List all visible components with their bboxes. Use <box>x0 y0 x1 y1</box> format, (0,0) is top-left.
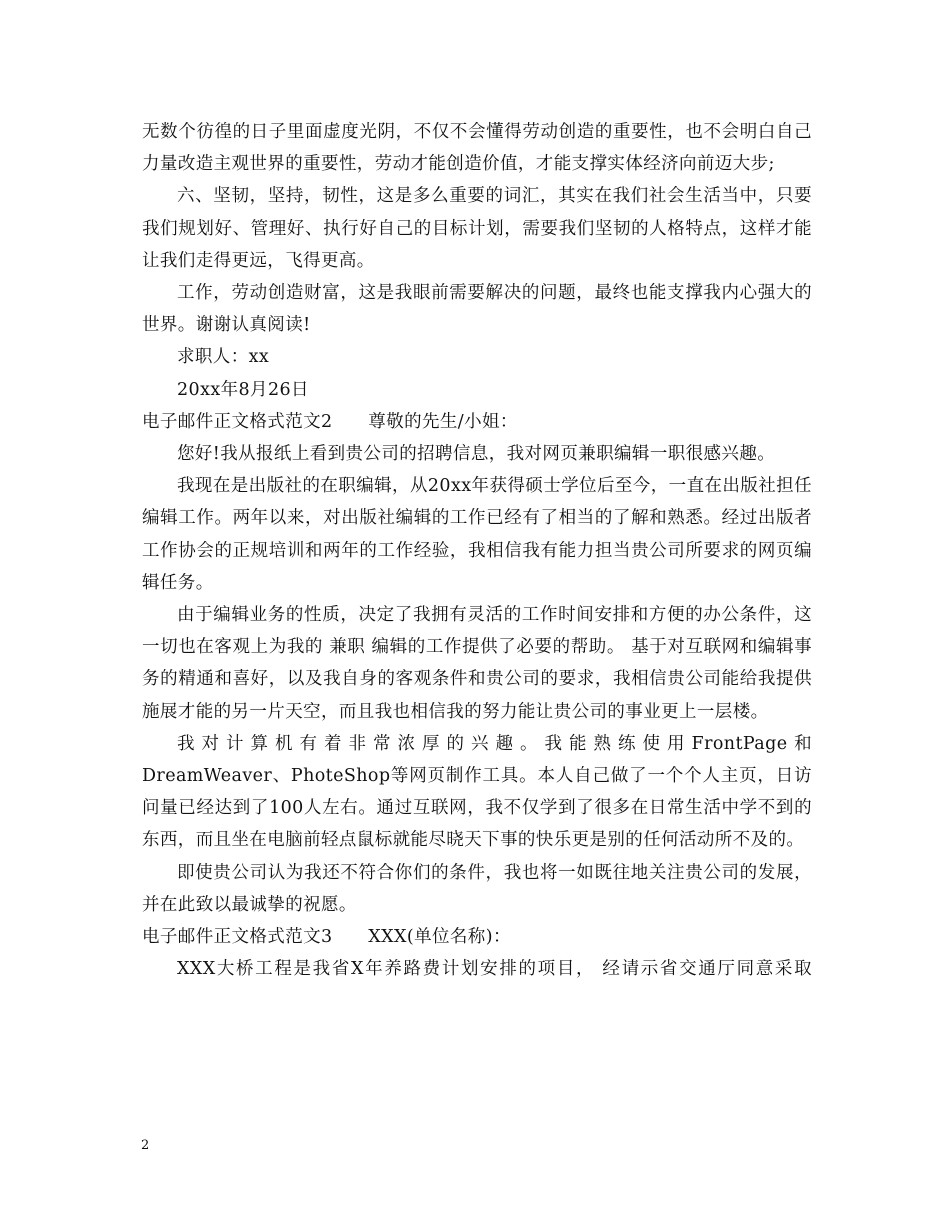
paragraph: 由于编辑业务的性质，决定了我拥有灵活的工作时间安排和方便的办公条件，这一切也在客观上为我的 兼职 编辑的工作提供了必要的帮助。 基于对互联网和编辑事务的精通和喜好，以及我自身的客观条件和贵公司的要求，我相信贵公司能给我提供施展才能的另一片天空，而且我也相信我的努力能让贵公司的事业更上一层楼。 <box>142 605 812 722</box>
paragraph: 我对计算机有着非常浓厚的兴趣。我能熟练使用FrontPage和DreamWeaver、PhoteShop等网页制作工具。本人自己做了一个个人主页，日访问量已经达到了100人左右。通过互联网，我不仅学到了很多在日常生活中学不到的东西，而且坐在电脑前轻点鼠标就能尽晓天下事的快乐更是别的任何活动所不及的。 <box>142 733 812 851</box>
paragraph: 无数个彷徨的日子里面虚度光阴，不仅不会懂得劳动创造的重要性，也不会明白自己力量改造主观世界的重要性，劳动才能创造价值，才能支撑实体经济向前迈大步; <box>142 122 812 175</box>
paragraph: XXX大桥工程是我省X年养路费计划安排的项目， 经请示省交通厅同意采取 <box>177 959 812 980</box>
date-line: 20xx年8月26日 <box>177 379 309 400</box>
body-text <box>142 116 812 985</box>
paragraph: 工作，劳动创造财富，这是我眼前需要解决的问题，最终也能支撑我内心强大的世界。谢谢认真阅读! <box>142 283 812 336</box>
paragraph: 六、坚韧，坚持，韧性，这是多么重要的词汇，其实在我们社会生活当中，只要我们规划好、管理好、执行好自己的目标计划，需要我们坚韧的人格特点，这样才能让我们走得更远，飞得更高。 <box>142 186 812 271</box>
paragraph: 我现在是出版社的在职编辑，从20xx年获得硕士学位后至今，一直在出版社担任编辑工作。两年以来，对出版社编辑的工作已经有了相当的了解和熟悉。经过出版者工作协会的正规培训和两年的工作经验，我相信我有能力担当贵公司所要求的网页编辑任务。 <box>142 476 812 593</box>
signature-line: 求职人：xx <box>177 347 270 368</box>
page-number: 2 <box>141 1138 150 1153</box>
paragraph: 即使贵公司认为我还不符合你们的条件，我也将一如既往地关注贵公司的发展，并在此致以最诚挚的祝愿。 <box>142 862 812 915</box>
paragraph: 您好!我从报纸上看到贵公司的招聘信息，我对网页兼职编辑一职很感兴趣。 <box>177 444 776 465</box>
section-heading: 电子邮件正文格式范文2 尊敬的先生/小姐： <box>142 411 518 432</box>
section-heading: 电子邮件正文格式范文3 XXX(单位名称)： <box>142 927 511 948</box>
